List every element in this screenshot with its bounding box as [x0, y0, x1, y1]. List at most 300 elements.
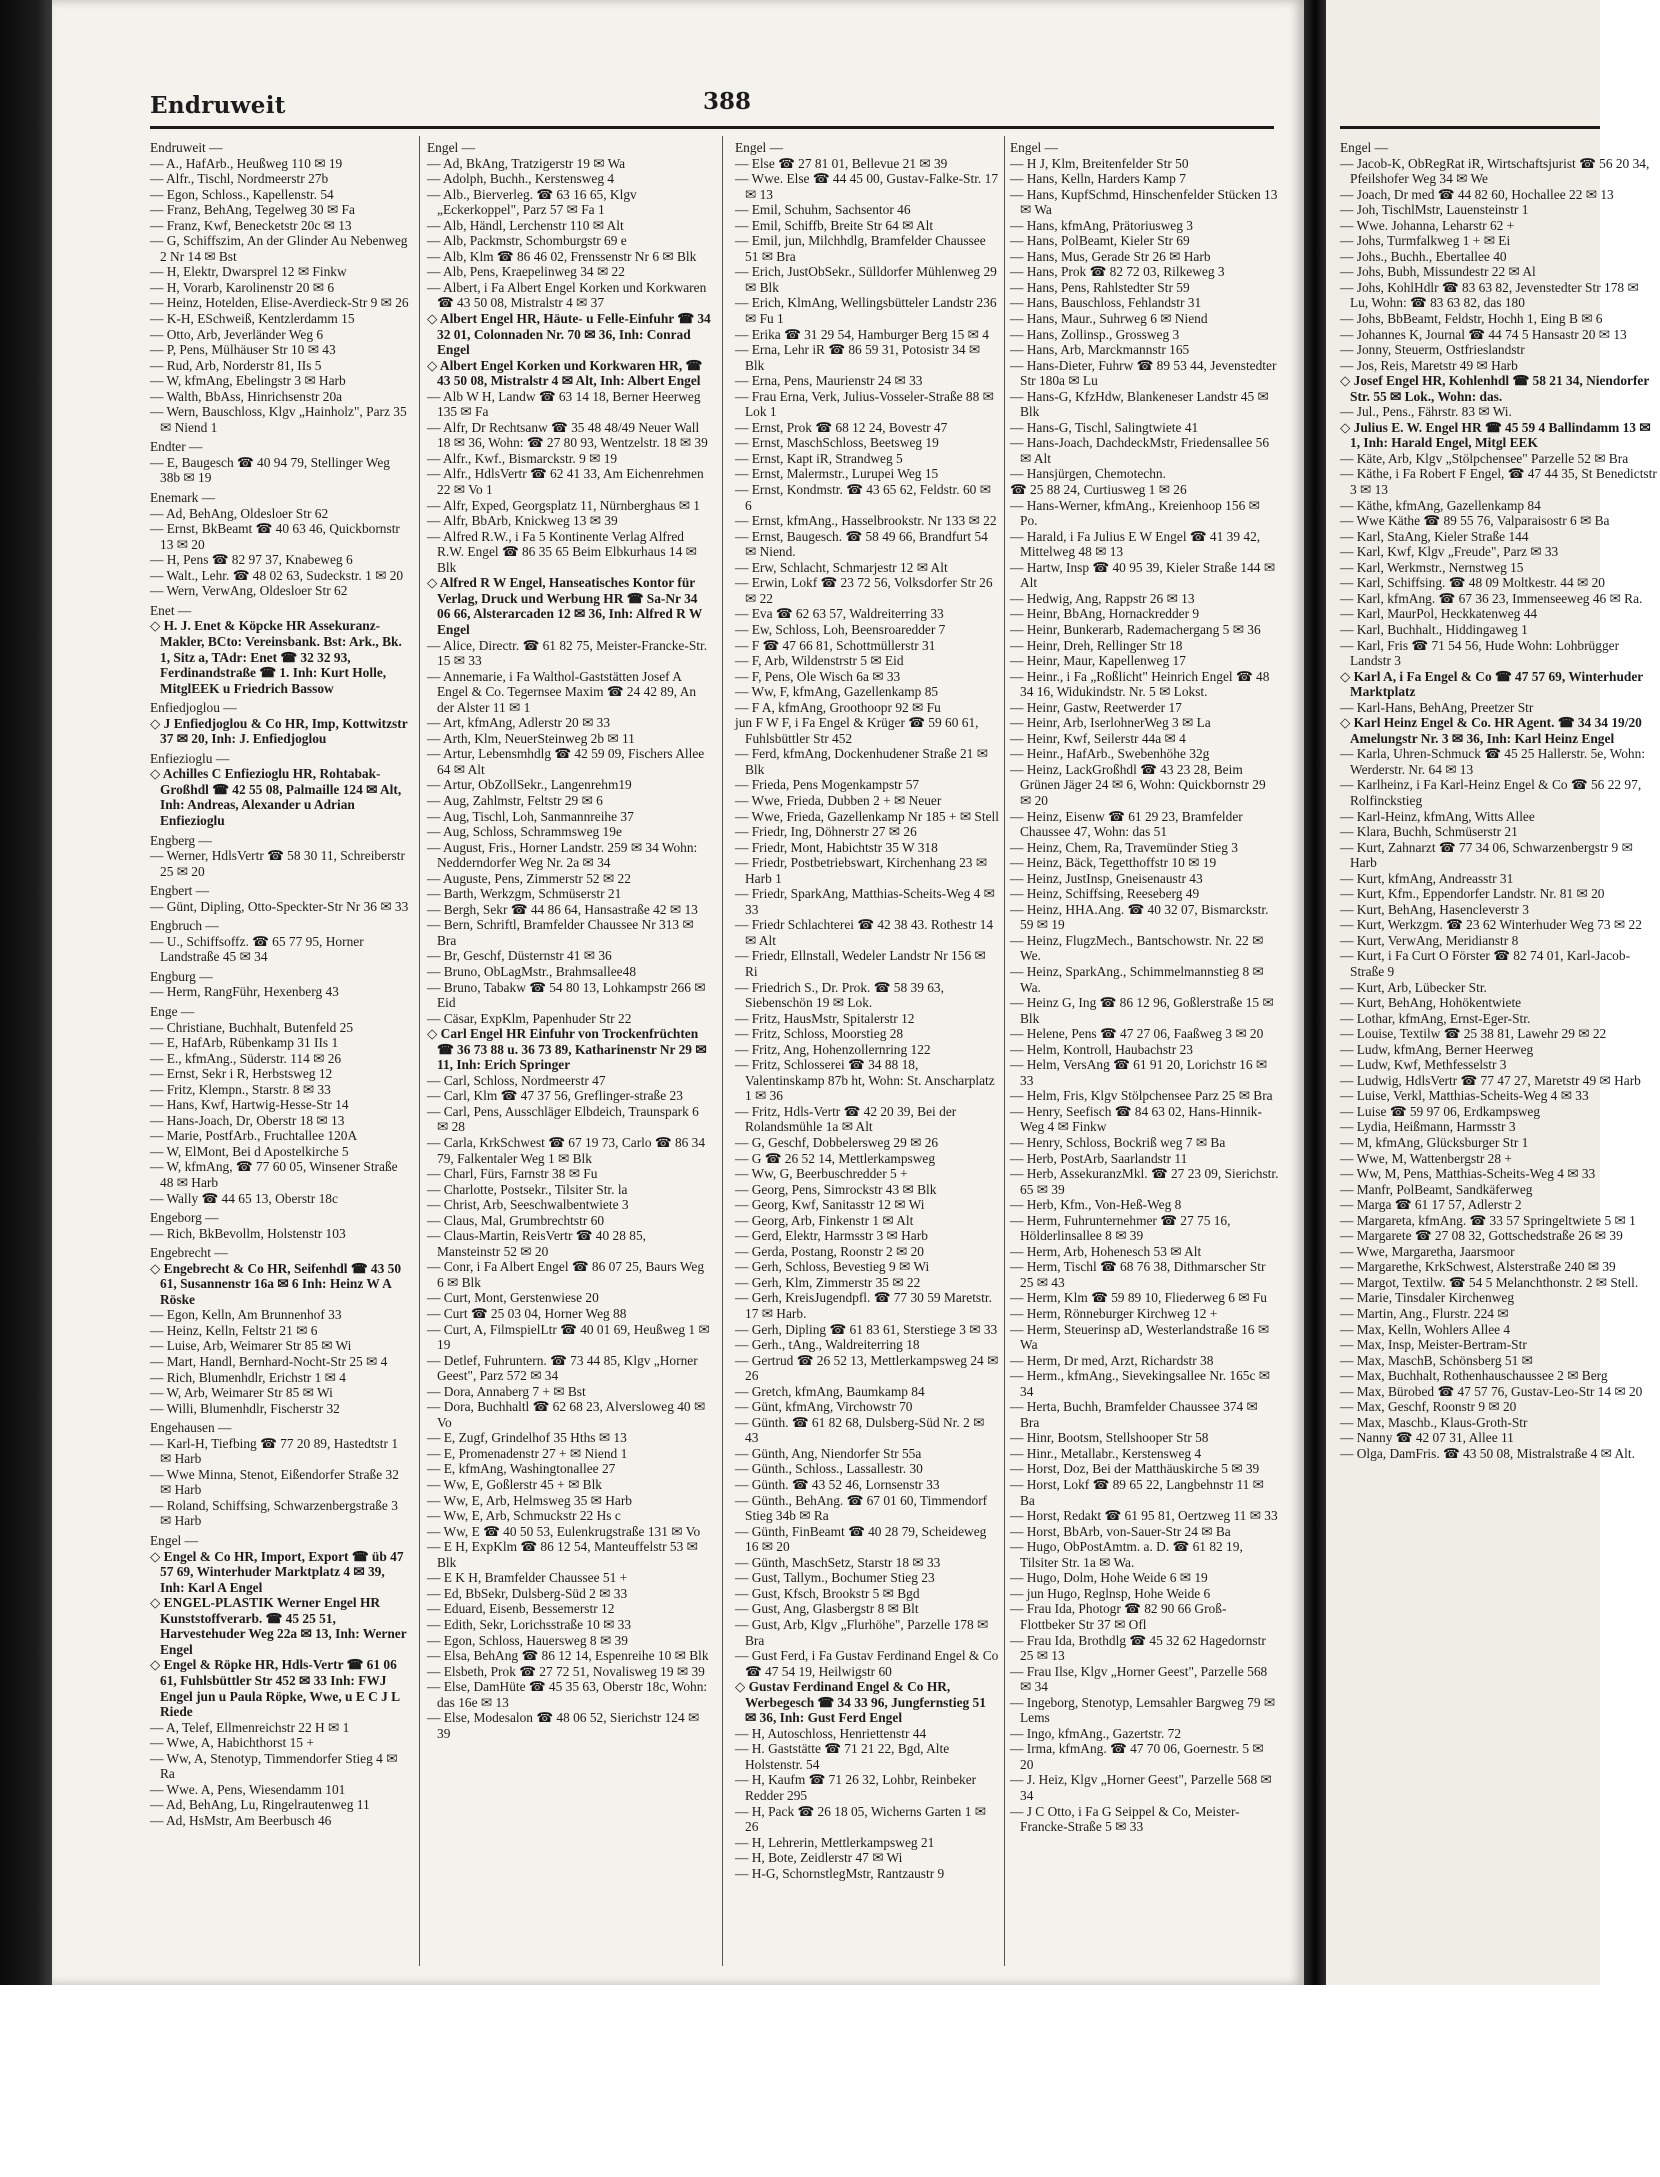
directory-entry: — Fritz, Ang, Hohenzollernring 122	[735, 1041, 931, 1057]
directory-entry: — Arth, Klm, NeuerSteinweg 2b ✉ 11	[427, 730, 635, 746]
directory-entry: — Aug, Schloss, Schrammsweg 19e	[427, 824, 622, 840]
directory-entry: — Herta, Buchh, Bramfelder Chaussee 374 ✉ Bra	[1010, 1399, 1258, 1430]
directory-entry: — Willi, Blumenhdlr, Fischerstr 32	[150, 1400, 340, 1416]
column-divider	[722, 136, 723, 1966]
directory-entry: — Carl, Klm ☎ 47 37 56, Greflinger-straße 23	[427, 1088, 683, 1104]
directory-entry: — Günt, kfmAng, Virchowstr 70	[735, 1399, 913, 1415]
directory-entry: — Wwe, A, Habichthorst 15 +	[150, 1735, 314, 1751]
directory-entry: — Günth., BehAng. ☎ 67 01 60, Timmendorf Stieg 34b ✉ Ra	[735, 1492, 988, 1524]
directory-entry: — Johs, KohlHdlr ☎ 83 63 82, Jevenstedter Str 178 ✉ Lu, Wohn: ☎ 83 63 82, das 180	[1340, 279, 1639, 311]
column-divider	[1004, 136, 1005, 1966]
directory-entry: — Heinr, Arb, IserlohnerWeg 3 ✉ La	[1010, 715, 1211, 731]
directory-entry: — Herm, Steuerinsp aD, Westerlandstraße 16 ✉ Wa	[1010, 1321, 1270, 1353]
directory-entry: — Frau Ida, Photogr ☎ 82 90 66 Groß-Flottbeker Str 37 ✉ Ofl	[1010, 1601, 1227, 1632]
surname-heading: Enet —	[150, 602, 192, 618]
directory-entry: — Hans-G, Tischl, Salingtwiete 41	[1010, 419, 1199, 435]
directory-entry: — Dora, Annaberg 7 + ✉ Bst	[427, 1383, 586, 1399]
directory-entry: — Gust, Tallym., Bochumer Stieg 23	[735, 1570, 935, 1586]
directory-entry: — Hansjürgen, Chemotechn.	[1010, 466, 1166, 482]
directory-column-5	[1340, 136, 1660, 1976]
directory-entry: — Artur, Lebensmhdlg ☎ 42 59 09, Fischers Allee 64 ✉ Alt	[427, 746, 705, 777]
directory-entry: — Kurt, Zahnarzt ☎ 77 34 06, Schwarzenbergstr 9 ✉ Harb	[1340, 839, 1633, 871]
directory-entry: — Ad, HsMstr, Am Beerbusch 46	[150, 1812, 332, 1828]
directory-entry: ☎ 25 88 24, Curtiusweg 1 ✉ 26	[1010, 482, 1187, 498]
directory-entry: — Christiane, Buchhalt, Butenfeld 25	[150, 1019, 354, 1035]
directory-entry: — Helm, Kontroll, Haubachstr 23	[1010, 1041, 1193, 1057]
directory-column-2	[427, 136, 712, 1976]
directory-entry: — Hans, Kwf, Hartwig-Hesse-Str 14	[150, 1097, 349, 1113]
directory-entry: — Frau Erna, Verk, Julius-Vosseler-Straße 88 ✉ Lok 1	[735, 388, 994, 420]
directory-entry: — Auguste, Pens, Zimmerstr 52 ✉ 22	[427, 870, 631, 886]
directory-entry: — H J, Klm, Breitenfelder Str 50	[1010, 155, 1189, 171]
surname-heading: Engbert —	[150, 883, 210, 899]
directory-entry: — Gerh, KreisJugendpfl. ☎ 77 30 59 Maretstr. 17 ✉ Harb.	[735, 1290, 992, 1322]
directory-entry: — Karl, Werkmstr., Nernstweg 15	[1340, 559, 1524, 575]
directory-entry: — Wwe, Margaretha, Jaarsmoor	[1340, 1243, 1515, 1259]
directory-entry: — Ludw, kfmAng, Berner Heerweg	[1340, 1041, 1534, 1057]
directory-entry: — Heinz, FlugzMech., Bantschowstr. Nr. 22 ✉ We.	[1010, 932, 1264, 964]
directory-entry: — Ingo, kfmAng., Gazertstr. 72	[1010, 1725, 1182, 1741]
column-divider	[419, 136, 420, 1966]
directory-entry: — Walt., Lehr. ☎ 48 02 63, Sudeckstr. 1 ✉ 20	[150, 567, 404, 583]
scan-bottom-margin	[0, 1985, 1600, 2177]
directory-entry: — Ernst, MaschSchloss, Beetsweg 19	[735, 435, 939, 451]
directory-entry: — Herm, RangFühr, Hexenberg 43	[150, 984, 339, 1000]
directory-entry: — Hedwig, Ang, Rappstr 26 ✉ 13	[1010, 590, 1195, 606]
directory-entry: — Erika ☎ 31 29 54, Hamburger Berg 15 ✉ 4	[735, 326, 989, 342]
directory-entry: — Gerd, Elektr, Harmsstr 3 ✉ Harb	[735, 1228, 928, 1244]
directory-entry: — Wwe, M, Wattenbergstr 28 +	[1340, 1150, 1512, 1166]
directory-entry: — Bergh, Sekr ☎ 44 86 64, Hansastraße 42 ✉ 13	[427, 901, 698, 917]
directory-entry: — Karl, MaurPol, Heckkatenweg 44	[1340, 606, 1538, 622]
directory-entry: — Margarete ☎ 27 08 32, Gottschedstraße 26 ✉ 39	[1340, 1228, 1623, 1244]
directory-entry: ◇ Karl A, i Fa Engel & Co ☎ 47 57 69, Winterhuder Marktplatz	[1340, 668, 1643, 700]
directory-entry: — Adolph, Buchh., Kerstensweg 4	[427, 171, 615, 187]
directory-entry: — Jul., Pens., Fährstr. 83 ✉ Wi.	[1340, 404, 1512, 420]
directory-entry: — G, Geschf, Dobbelersweg 29 ✉ 26	[735, 1135, 939, 1150]
surname-heading: Engel —	[735, 140, 783, 155]
directory-entry: — Herm, Klm ☎ 59 89 10, Fliederweg 6 ✉ Fu	[1010, 1290, 1268, 1306]
directory-entry: — Hans, Maur., Suhrweg 6 ✉ Niend	[1010, 311, 1208, 327]
directory-entry: — Hans, Kelln, Harders Kamp 7	[1010, 171, 1186, 187]
directory-entry: — Heinz, Bäck, Tegetthoffstr 10 ✉ 19	[1010, 855, 1217, 871]
directory-entry: ◇ Julius E. W. Engel HR ☎ 45 59 4 Ballindamm 13 ✉ 1, Inh: Harald Engel, Mitgl EEK	[1340, 419, 1651, 451]
directory-entry: — Friedr, Ellnstall, Wedeler Landstr Nr 156 ✉ Ri	[735, 948, 986, 979]
directory-entry: — Ingeborg, Stenotyp, Lemsahler Bargweg 79 ✉ Lems	[1010, 1694, 1276, 1726]
directory-entry: — Lydia, Heißmann, Harmsstr 3	[1340, 1119, 1516, 1135]
surname-heading: Enge —	[150, 1003, 195, 1019]
directory-entry: — Heinr., HafArb., Swebenhöhe 32g	[1010, 746, 1210, 762]
directory-entry: — Herm., kfmAng., Sievekingsallee Nr. 165c ✉ 34	[1010, 1368, 1271, 1399]
directory-entry: — Herb, PostArb, Saarlandstr 11	[1010, 1150, 1188, 1166]
directory-entry: — Herm, Rönneburger Kirchweg 12 +	[1010, 1306, 1218, 1322]
directory-entry: — Erw, Schlacht, Schmarjestr 12 ✉ Alt	[735, 559, 948, 575]
directory-entry: — Fritz, HausMstr, Spitalerstr 12	[735, 1010, 915, 1026]
directory-entry: — Hans, Prok ☎ 82 72 03, Rilkeweg 3	[1010, 264, 1225, 280]
directory-entry: — Margareta, kfmAng. ☎ 33 57 Springeltwiete 5 ✉ 1	[1340, 1212, 1636, 1228]
directory-entry: — Ww, E ☎ 40 50 53, Eulenkrugstraße 131 ✉ Vo	[427, 1523, 701, 1539]
directory-entry: — Henry, Schloss, Bockriß weg 7 ✉ Ba	[1010, 1135, 1226, 1150]
directory-entry: — Wern, VerwAng, Oldesloer Str 62	[150, 583, 348, 599]
directory-entry: — Wally ☎ 44 65 13, Oberstr 18c	[150, 1190, 338, 1206]
directory-entry: — Heinz, HHA.Ang. ☎ 40 32 07, Bismarckstr. 59 ✉ 19	[1010, 901, 1269, 933]
directory-entry: — Günth. ☎ 43 52 46, Lornsenstr 33	[735, 1477, 940, 1493]
page-number: 388	[703, 88, 752, 115]
directory-entry: — Käthe, kfmAng, Gazellenkamp 84	[1340, 497, 1541, 513]
directory-entry: — Kurt, Kfm., Eppendorfer Landstr. Nr. 81 ✉ 20	[1340, 886, 1605, 902]
directory-entry: — E, HafArb, Rübenkamp 31 IIs 1	[150, 1035, 339, 1051]
directory-entry: — Hans, Bauschloss, Fehlandstr 31	[1010, 295, 1202, 311]
directory-entry: — Alfr., Kwf., Bismarckstr. 9 ✉ 19	[427, 450, 618, 466]
directory-entry: — Edith, Sekr, Lorichsstraße 10 ✉ 33	[427, 1616, 632, 1632]
directory-entry: — Johs, Bubh, Missundestr 22 ✉ Al	[1340, 264, 1536, 280]
surname-heading: Engel —	[1010, 140, 1058, 155]
directory-entry: — Margarethe, KrkSchwest, Alsterstraße 240 ✉ 39	[1340, 1259, 1616, 1275]
directory-entry: — Claus-Martin, ReisVertr ☎ 40 28 85, Mansteinstr 52 ✉ 20	[427, 1228, 647, 1259]
directory-entry: — Alb, Händl, Lerchenstr 110 ✉ Alt	[427, 217, 624, 233]
directory-entry: — Max, Maschb., Klaus-Groth-Str	[1340, 1414, 1528, 1430]
directory-entry: jun F W F, i Fa Engel & Krüger ☎ 59 60 61, Fuhlsbüttler Str 452	[735, 715, 979, 746]
directory-entry: — Kurt, i Fa Curt O Förster ☎ 82 74 01, Karl-Jacob-Straße 9	[1340, 948, 1631, 979]
directory-entry: — Max, Buchhalt, Rothenhauschaussee 2 ✉ Berg	[1340, 1368, 1608, 1384]
directory-entry: — Alfr, Dr Rechtsanw ☎ 35 48 48/49 Neuer Wall 18 ✉ 36, Wohn: ☎ 27 80 93, Wentzelstr. 18 ✉ 39	[427, 419, 708, 451]
directory-entry: — Heinz, Hotelden, Elise-Averdieck-Str 9 ✉ 26	[150, 295, 409, 311]
directory-entry: — Heinz, Kelln, Feltstr 21 ✉ 6	[150, 1322, 318, 1338]
directory-entry: — Horst, Redakt ☎ 61 95 81, Oertzweg 11 ✉ 33	[1010, 1508, 1278, 1524]
directory-entry: — Wwe. Else ☎ 44 45 00, Gustav-Falke-Str. 17 ✉ 13	[735, 171, 999, 202]
surname-heading: Enfiezioglu —	[150, 750, 230, 766]
directory-entry: — Johs, Turmfalkweg 1 + ✉ Ei	[1340, 233, 1511, 249]
directory-entry: — Günth., Schloss., Lassallestr. 30	[735, 1461, 923, 1477]
directory-entry: — E, kfmAng, Washingtonallee 27	[427, 1461, 616, 1477]
directory-entry: — Wwe, Frieda, Gazellenkamp Nr 185 + ✉ Stell	[735, 808, 999, 824]
directory-entry: — H, Lehrerin, Mettlerkampsweg 21	[735, 1834, 935, 1850]
directory-entry: — Ernst, Prok ☎ 68 12 24, Bovestr 47	[735, 419, 948, 435]
directory-entry: — Curt ☎ 25 03 04, Horner Weg 88	[427, 1306, 627, 1322]
directory-entry: — Hans, KupfSchmd, Hinschenfelder Stücken 13 ✉ Wa	[1010, 186, 1278, 218]
directory-entry: — Egon, Schloss., Kapellenstr. 54	[150, 186, 334, 202]
directory-entry: — Kurt, VerwAng, Meridianstr 8	[1340, 932, 1519, 948]
directory-entry: — Manfr, PolBeamt, Sandkäferweg	[1340, 1181, 1533, 1197]
directory-entry: — J. Heiz, Klgv „Horner Geest", Parzelle 568 ✉ 34	[1010, 1772, 1272, 1803]
directory-entry: — Marie, PostfArb., Fruchtallee 120A	[150, 1128, 358, 1144]
directory-entry: — Gerda, Postang, Roonstr 2 ✉ 20	[735, 1243, 925, 1259]
directory-entry: — E K H, Bramfelder Chaussee 51 +	[427, 1570, 628, 1586]
directory-entry: — Franz, BehAng, Tegelweg 30 ✉ Fa	[150, 202, 355, 218]
directory-entry: — Gust, Ang, Glasbergstr 8 ✉ Blt	[735, 1601, 919, 1617]
directory-entry: — Gretch, kfmAng, Baumkamp 84	[735, 1383, 925, 1399]
adjacent-header-rule	[1340, 126, 1600, 129]
directory-entry: — Ernst, Kondmstr. ☎ 43 65 62, Feldstr. 60 ✉ 6	[735, 482, 991, 513]
directory-entry: — Gerh, Dipling ☎ 61 83 61, Sterstiege 3 ✉ 33	[735, 1321, 998, 1337]
directory-entry: — jun Hugo, Reglnsp, Hohe Weide 6	[1010, 1585, 1211, 1601]
directory-entry: — Friedr, Postbetriebswart, Kirchenhang 23 ✉ Harb 1	[735, 855, 988, 886]
directory-entry: — Luise, Arb, Weimarer Str 85 ✉ Wi	[150, 1338, 352, 1354]
directory-entry: ◇ Engel & Co HR, Import, Export ☎ üb 47 57 69, Winterhuder Marktplatz 4 ✉ 39, Inh: Karl A Engel	[150, 1548, 404, 1595]
directory-entry: — Georg, Kwf, Sanitasstr 12 ✉ Wi	[735, 1197, 925, 1213]
directory-entry: — Ww, F, kfmAng, Gazellenkamp 85	[735, 684, 939, 700]
directory-entry: — H, Elektr, Dwarsprel 12 ✉ Finkw	[150, 264, 347, 280]
directory-entry: ◇ Josef Engel HR, Kohlenhdl ☎ 58 21 34, Niendorfer Str. 55 ✉ Lok., Wohn: das.	[1340, 373, 1650, 404]
directory-entry: — Kurt, BehAng, Hohökentwiete	[1340, 995, 1522, 1011]
surname-heading: Engeborg —	[150, 1210, 219, 1226]
directory-entry: — Gust, Kfsch, Brookstr 5 ✉ Bgd	[735, 1585, 920, 1601]
directory-entry: — August, Fris., Horner Landstr. 259 ✉ 34 Wohn: Nedderndorfer Weg Nr. 2a ✉ 34	[427, 839, 698, 871]
directory-entry: — H, Vorarb, Karolinenstr 20 ✉ 6	[150, 279, 335, 295]
directory-entry: — Martin, Ang., Flurstr. 224 ✉	[1340, 1306, 1509, 1322]
directory-column-1	[150, 136, 412, 1976]
directory-entry: ◇ Alfred R W Engel, Hanseatisches Kontor für Verlag, Druck und Werbung HR ☎ Sa-Nr 34 06 66, Alsterarcaden 12 ✉ 36, Inh: Alfred R W Engel	[427, 575, 703, 637]
directory-entry: — Lothar, kfmAng, Ernst-Eger-Str.	[1340, 1010, 1531, 1026]
surname-heading: Engel —	[1340, 140, 1388, 155]
directory-entry: — E H, ExpKlm ☎ 86 12 54, Manteuffelstr 53 ✉ Blk	[427, 1539, 698, 1570]
surname-heading: Engel —	[150, 1533, 198, 1549]
directory-entry: — Heinr, Kwf, Seilerstr 44a ✉ 4	[1010, 730, 1186, 746]
directory-entry: — Ernst, Sekr i R, Herbstsweg 12	[150, 1066, 333, 1082]
directory-entry: — Alfr., Tischl, Nordmeerstr 27b	[150, 171, 329, 187]
directory-entry: — Herm, Arb, Hohenesch 53 ✉ Alt	[1010, 1243, 1202, 1259]
directory-entry: — Frieda, Pens Mogenkampstr 57	[735, 777, 920, 793]
directory-entry: — Johs, BbBeamt, Feldstr, Hochh 1, Eing B ✉ 6	[1340, 311, 1603, 327]
page-header	[150, 86, 1274, 126]
directory-entry: — Louise, Textilw ☎ 25 38 81, Lawehr 29 ✉ 22	[1340, 1026, 1607, 1042]
directory-entry: — Hans, kfmAng, Prätoriusweg 3	[1010, 217, 1193, 233]
directory-entry: — Hartw, Insp ☎ 40 95 39, Kieler Straße 144 ✉ Alt	[1010, 559, 1276, 591]
directory-entry: — Ernst, Baugesch. ☎ 58 49 66, Brandfurt 54 ✉ Niend.	[735, 528, 988, 560]
surname-heading: Engebrecht —	[150, 1245, 228, 1261]
directory-entry: — E, Baugesch ☎ 40 94 79, Stellinger Weg 38b ✉ 19	[150, 454, 390, 486]
directory-entry: — Karl-Hans, BehAng, Preetzer Str	[1340, 699, 1534, 715]
directory-entry: — Heinz, Eisenw ☎ 61 29 23, Bramfelder Chaussee 47, Wohn: das 51	[1010, 808, 1243, 840]
directory-entry: — K-H, ESchweiß, Kentzlerdamm 15	[150, 311, 355, 327]
directory-entry: — Johannes K, Journal ☎ 44 74 5 Hansastr 20 ✉ 13	[1340, 326, 1627, 342]
directory-entry: — Carl, Schloss, Nordmeerstr 47	[427, 1072, 606, 1088]
directory-entry: — Ad, BkAng, Tratzigerstr 19 ✉ Wa	[427, 155, 626, 171]
directory-entry: — Bern, Schriftl, Bramfelder Chaussee Nr 313 ✉ Bra	[427, 917, 694, 948]
directory-entry: — Hans-G, KfzHdw, Blankeneser Landstr 45 ✉ Blk	[1010, 388, 1269, 420]
directory-entry: — Karl, Kwf, Klgv „Freude", Parz ✉ 33	[1340, 544, 1559, 560]
directory-entry: — Franz, Kwf, Benecketstr 20c ✉ 13	[150, 217, 352, 233]
directory-entry: — Wwe, Frieda, Dubben 2 + ✉ Neuer	[735, 792, 942, 808]
directory-entry: — Ed, BbSekr, Dulsberg-Süd 2 ✉ 33	[427, 1585, 628, 1601]
directory-entry: — Roland, Schiffsing, Schwarzenbergstraße 3 ✉ Harb	[150, 1497, 398, 1529]
directory-entry: — Friedrich S., Dr. Prok. ☎ 58 39 63, Siebenschön 19 ✉ Lok.	[735, 979, 944, 1011]
directory-entry: ◇ ENGEL-PLASTIK Werner Engel HR Kunststoffverarb. ☎ 45 25 51, Harvestehuder Weg 22a ✉ 13, Inh: Werner Engel	[150, 1595, 407, 1657]
directory-entry: — Jos, Reis, Maretstr 49 ✉ Harb	[1340, 357, 1518, 373]
directory-entry: — Hans-Werner, kfmAng., Kreienhoop 156 ✉ Po.	[1010, 497, 1260, 529]
directory-entry: — Max, Kelln, Wohlers Allee 4	[1340, 1321, 1511, 1337]
directory-entry: — Marga ☎ 61 17 57, Adlerstr 2	[1340, 1197, 1522, 1213]
directory-entry: — M, kfmAng, Glücksburger Str 1	[1340, 1135, 1529, 1150]
directory-entry: — Olga, DamFris. ☎ 43 50 08, Mistralstraße 4 ✉ Alt.	[1340, 1445, 1635, 1461]
directory-entry: — Fritz, Hdls-Vertr ☎ 42 20 39, Bei der Rolandsmühle 1a ✉ Alt	[735, 1103, 957, 1135]
directory-entry: — Henry, Seefisch ☎ 84 63 02, Hans-Hinnik-Weg 4 ✉ Finkw	[1010, 1103, 1262, 1135]
directory-entry: — Erna, Pens, Maurienstr 24 ✉ 33	[735, 373, 923, 389]
directory-entry: — Klara, Buchh, Schmüserstr 21	[1340, 824, 1518, 840]
directory-entry: — Max, Bürobed ☎ 47 57 76, Gustav-Leo-Str 14 ✉ 20	[1340, 1383, 1643, 1399]
directory-entry: — Hans, Pens, Rahlstedter Str 59	[1010, 279, 1190, 295]
directory-entry: — Günth, MaschSetz, Starstr 18 ✉ 33	[735, 1554, 941, 1570]
directory-entry: ◇ J Enfiedjoglou & Co HR, Imp, Kottwitzstr 37 ✉ 20, Inh: J. Enfiedjoglou	[150, 715, 408, 747]
directory-entry: — Friedr, Mont, Habichtstr 35 W 318	[735, 839, 938, 855]
directory-entry: — Else, Modesalon ☎ 48 06 52, Sierichstr 124 ✉ 39	[427, 1710, 700, 1741]
directory-entry: — F, Arb, Wildenstrstr 5 ✉ Eid	[735, 653, 904, 669]
directory-entry: — Hinr., Metallabr., Kerstensweg 4	[1010, 1445, 1202, 1461]
directory-entry: — H-G, SchornstlegMstr, Rantzaustr 9	[735, 1865, 945, 1881]
directory-entry: — Max, Geschf, Roonstr 9 ✉ 20	[1340, 1399, 1517, 1415]
directory-entry: — Margot, Textilw. ☎ 54 5 Melanchthonstr. 2 ✉ Stell.	[1340, 1274, 1639, 1290]
directory-entry: — Heinz G, Ing ☎ 86 12 96, Goßlerstraße 15 ✉ Blk	[1010, 995, 1274, 1026]
directory-entry: — Alfr, BbArb, Knickweg 13 ✉ 39	[427, 513, 618, 529]
directory-entry: — Alfr., HdlsVertr ☎ 62 41 33, Am Eichenrehmen 22 ✉ Vo 1	[427, 466, 704, 498]
directory-entry: — Rich, BkBevollm, Holstenstr 103	[150, 1225, 346, 1241]
scan-left-shadow	[0, 0, 52, 1985]
directory-entry: — Käte, Arb, Klgv „Stölpchensee" Parzelle 52 ✉ Bra	[1340, 450, 1629, 466]
directory-entry: — F A, kfmAng, Groothoopr 92 ✉ Fu	[735, 699, 941, 715]
surname-heading: Engberg —	[150, 832, 212, 848]
surname-heading: Enfiedjoglou —	[150, 700, 237, 716]
directory-entry: — Elsa, BehAng ☎ 86 12 14, Espenreihe 10 ✉ Blk	[427, 1648, 709, 1664]
directory-entry: — Joh, TischlMstr, Lauensteinstr 1	[1340, 202, 1529, 218]
directory-entry: — Gerh., tAng., Waldreiterring 18	[735, 1337, 920, 1353]
directory-entry: — Horst, BbArb, von-Sauer-Str 24 ✉ Ba	[1010, 1523, 1231, 1539]
directory-entry: — Else, DamHüte ☎ 45 35 63, Oberstr 18c, Wohn: das 16e ✉ 13	[427, 1679, 708, 1710]
directory-entry: — Claus, Mal, Grumbrechtstr 60	[427, 1212, 605, 1228]
directory-entry: — Fritz, Klempn., Starstr. 8 ✉ 33	[150, 1081, 331, 1097]
directory-entry: — Frau Ida, Brothdlg ☎ 45 32 62 Hagedornstr 25 ✉ 13	[1010, 1632, 1266, 1664]
directory-entry: — Kurt, BehAng, Hasencleverstr 3	[1340, 901, 1529, 917]
directory-entry: — Jonny, Steuerm, Ostfrieslandstr	[1340, 342, 1525, 358]
directory-entry: — Friedr, Ing, Döhnerstr 27 ✉ 26	[735, 824, 917, 840]
directory-entry: — U., Schiffsoffz. ☎ 65 77 95, Horner Landstraße 45 ✉ 34	[150, 933, 364, 965]
directory-entry: — Heinz, Chem, Ra, Travemünder Stieg 3	[1010, 839, 1238, 855]
directory-entry: — Herb, AssekuranzMkl. ☎ 27 23 09, Sierichstr. 65 ✉ 39	[1010, 1166, 1279, 1197]
directory-entry: — Alb, Klm ☎ 86 46 02, Frenssenstr Nr 6 ✉ Blk	[427, 248, 697, 264]
directory-entry: — Carl, Pens, Ausschläger Elbdeich, Traunspark 6 ✉ 28	[427, 1103, 699, 1135]
directory-entry: — Joach, Dr med ☎ 44 82 60, Hochallee 22 ✉ 13	[1340, 186, 1614, 202]
directory-entry: — Ernst, Kapt iR, Strandweg 5	[735, 450, 903, 466]
directory-entry: — H. Gaststätte ☎ 71 21 22, Bgd, Alte Holstenstr. 54	[735, 1741, 950, 1772]
directory-entry: — Hans, Zollinsp., Grossweg 3	[1010, 326, 1180, 342]
directory-entry: — Barth, Werkzgm, Schmüserstr 21	[427, 886, 622, 902]
directory-entry: — Karlheinz, i Fa Karl-Heinz Engel & Co ☎ 56 22 97, Rolfinckstieg	[1340, 777, 1642, 808]
directory-entry: — Johs., Buchh., Ebertallee 40	[1340, 248, 1507, 264]
directory-entry: — Egon, Kelln, Am Brunnenhof 33	[150, 1307, 342, 1323]
directory-entry: — J C Otto, i Fa G Seippel & Co, Meister-Francke-Straße 5 ✉ 33	[1010, 1803, 1240, 1835]
directory-entry: — Herm, Tischl ☎ 68 76 38, Dithmarscher Str 25 ✉ 43	[1010, 1259, 1266, 1290]
directory-entry: — P, Pens, Mülhäuser Str 10 ✉ 43	[150, 342, 336, 358]
surname-heading: Enemark —	[150, 490, 216, 506]
directory-entry: — Hans, PolBeamt, Kieler Str 69	[1010, 233, 1190, 249]
directory-entry: — Hans-Joach, DachdeckMstr, Friedensallee 56 ✉ Alt	[1010, 435, 1270, 466]
directory-entry: — Gerh, Schloss, Bevestieg 9 ✉ Wi	[735, 1259, 930, 1275]
directory-entry: — Gust, Arb, Klgv „Flurhöhe", Parzelle 178 ✉ Bra	[735, 1616, 989, 1648]
directory-entry: — Georg, Pens, Simrockstr 43 ✉ Blk	[735, 1181, 937, 1197]
directory-entry: — Ludw, Kwf, Methfesselstr 3	[1340, 1057, 1507, 1073]
directory-entry: — Bruno, Tabakw ☎ 54 80 13, Lohkampstr 266 ✉ Eid	[427, 979, 706, 1011]
directory-entry: — Luise, Verkl, Matthias-Scheits-Weg 4 ✉ 33	[1340, 1088, 1589, 1104]
directory-entry: — Hinr, Bootsm, Stellshooper Str 58	[1010, 1430, 1209, 1446]
directory-entry: — Aug, Zahlmstr, Feltstr 29 ✉ 6	[427, 792, 603, 808]
directory-entry: — Charlotte, Postsekr., Tilsiter Str. la	[427, 1181, 628, 1197]
adjacent-page	[1326, 0, 1657, 1985]
directory-entry: — Aug, Tischl, Loh, Sanmannreihe 37	[427, 808, 634, 824]
directory-entry: — Marie, Tinsdaler Kirchenweg	[1340, 1290, 1515, 1306]
directory-entry: — Heinz, Schiffsing, Reeseberg 49	[1010, 886, 1200, 902]
directory-entry: — Horst, Lokf ☎ 89 65 22, Langbehnstr 11 ✉ Ba	[1010, 1477, 1264, 1508]
directory-entry: — Cäsar, ExpKlm, Papenhuder Str 22	[427, 1010, 632, 1026]
directory-entry: — Ww, A, Stenotyp, Timmendorfer Stieg 4 ✉ Ra	[150, 1750, 398, 1782]
directory-entry: ◇ Albert Engel Korken und Korkwaren HR, ☎ 43 50 08, Mistralstr 4 ✉ Alt, Inh: Albert Engel	[427, 357, 703, 389]
directory-entry: — Curt, A, FilmspielLtr ☎ 40 01 69, Heußweg 1 ✉ 19	[427, 1321, 710, 1353]
directory-entry: ◇ Karl Heinz Engel & Co. HR Agent. ☎ 34 34 19/20 Amelungstr Nr. 3 ✉ 36, Inh: Karl Heinz Engel	[1340, 715, 1642, 746]
directory-entry: — Günt, Dipling, Otto-Speckter-Str Nr 36 ✉ 33	[150, 898, 409, 914]
directory-entry: — Karla, Uhren-Schmuck ☎ 45 25 Hallerstr. 5e, Wohn: Werderstr. Nr. 64 ✉ 13	[1340, 746, 1646, 777]
directory-entry: — Ad, BehAng, Oldesloer Str 62	[150, 505, 329, 521]
directory-entry: — Alb, Packmstr, Schomburgstr 69 e	[427, 233, 627, 249]
directory-entry: — H, Autoschloss, Henriettenstr 44	[735, 1725, 927, 1741]
directory-entry: — A, Telef, Ellmenreichstr 22 H ✉ 1	[150, 1719, 350, 1735]
directory-entry: — Detlef, Fuhruntern. ☎ 73 44 85, Klgv „Horner Geest", Parz 572 ✉ 34	[427, 1352, 698, 1384]
directory-entry: — Curt, Mont, Gerstenwiese 20	[427, 1290, 599, 1306]
directory-entry: — Günth, Ang, Niendorfer Str 55a	[735, 1445, 922, 1461]
directory-entry: — A., HafArb., Heußweg 110 ✉ 19	[150, 155, 343, 171]
directory-entry: — Ww, E, Arb, Helmsweg 35 ✉ Harb	[427, 1492, 632, 1508]
directory-entry: — Heinr, Bunkerarb, Rademachergang 5 ✉ 36	[1010, 621, 1261, 637]
directory-entry: — Max, MaschB, Schönsberg 51 ✉	[1340, 1352, 1533, 1368]
directory-entry: — Wwe Minna, Stenot, Eißendorfer Straße 32 ✉ Harb	[150, 1466, 399, 1498]
directory-entry: — Luise ☎ 59 97 06, Erdkampsweg	[1340, 1103, 1541, 1119]
directory-entry: — Wwe Käthe ☎ 89 55 76, Valparaisostr 6 ✉ Ba	[1340, 513, 1610, 529]
directory-entry: — H, Pens ☎ 82 97 37, Knabeweg 6	[150, 552, 353, 568]
directory-entry: — Herm, Dr med, Arzt, Richardstr 38	[1010, 1352, 1214, 1368]
directory-entry: — H, Pack ☎ 26 18 05, Wicherns Garten 1 ✉ 26	[735, 1803, 986, 1835]
directory-entry: — E, Promenadenstr 27 + ✉ Niend 1	[427, 1445, 628, 1461]
surname-heading: Engel —	[427, 140, 475, 155]
directory-entry: — Alb W H, Landw ☎ 63 14 18, Berner Heerweg 135 ✉ Fa	[427, 388, 701, 420]
directory-entry: ◇ Engebrecht & Co HR, Seifenhdl ☎ 43 50 61, Susannenstr 16a ✉ 6 Inh: Heinz W A Röske	[150, 1260, 402, 1307]
directory-entry: — Günth. ☎ 61 82 68, Dulsberg-Süd Nr. 2 ✉ 43	[735, 1414, 985, 1446]
directory-entry: — Max, Insp, Meister-Bertram-Str	[1340, 1337, 1527, 1353]
directory-entry: — Heinr, Gastw, Reetwerder 17	[1010, 699, 1182, 715]
directory-entry: — Karl, StaAng, Kieler Straße 144	[1340, 528, 1529, 544]
directory-entry: — Hugo, ObPostAmtm. a. D. ☎ 61 82 19, Tilsiter Str. 1a ✉ Wa.	[1010, 1539, 1243, 1570]
directory-entry: — Rud, Arb, Norderstr 81, IIs 5	[150, 357, 322, 373]
directory-entry: — Carla, KrkSchwest ☎ 67 19 73, Carlo ☎ 86 34 79, Falkentaler Weg 1 ✉ Blk	[427, 1135, 706, 1166]
directory-entry: — Else ☎ 27 81 01, Bellevue 21 ✉ 39	[735, 155, 948, 171]
directory-entry: — Heinz, SparkAng., Schimmelmannstieg 8 ✉ Wa.	[1010, 963, 1264, 995]
directory-entry: — Irma, kfmAng. ☎ 47 70 06, Goernestr. 5 ✉ 20	[1010, 1741, 1264, 1772]
directory-entry: — F ☎ 47 66 81, Schottmüllerstr 31	[735, 637, 936, 653]
directory-entry: ◇ H. J. Enet & Köpcke HR Assekuranz-Makler, BCto: Vereinsbank. Bst: Ark., Bk. 1, Sitz a, TAdr: Enet ☎ 32 32 93, Ferdinandstraße ☎ 1. Inh: Kurt Holle, MitglEEK u Friedrich Bassow	[150, 618, 402, 696]
directory-entry: — Elsbeth, Prok ☎ 27 72 51, Novalisweg 19 ✉ 39	[427, 1663, 705, 1679]
directory-entry: — F, Pens, Ole Wisch 6a ✉ 33	[735, 668, 901, 684]
directory-entry: — Erwin, Lokf ☎ 23 72 56, Volksdorfer Str 26 ✉ 22	[735, 575, 993, 606]
directory-entry: — Kurt, kfmAng, Andreasstr 31	[1340, 870, 1514, 886]
directory-entry: — Ww, M, Pens, Matthias-Scheits-Weg 4 ✉ 33	[1340, 1166, 1596, 1182]
directory-entry: — Emil, Schiffb, Breite Str 64 ✉ Alt	[735, 217, 934, 233]
directory-entry: — Werner, HdlsVertr ☎ 58 30 11, Schreiberstr 25 ✉ 20	[150, 848, 405, 879]
directory-entry: — Gerh, Klm, Zimmerstr 35 ✉ 22	[735, 1274, 921, 1290]
directory-entry: — Erna, Lehr iR ☎ 86 59 31, Potosistr 34 ✉ Blk	[735, 342, 981, 373]
directory-entry: — Heinr, Maur, Kapellenweg 17	[1010, 653, 1186, 669]
directory-entry: — G, Schiffszim, An der Glinder Au Nebenweg 2 Nr 14 ✉ Bst	[150, 233, 408, 264]
directory-entry: — G ☎ 26 52 14, Mettlerkampsweg	[735, 1150, 936, 1166]
directory-entry: — Dora, Buchhaltl ☎ 62 68 23, Alversloweg 40 ✉ Vo	[427, 1399, 706, 1430]
directory-entry: — Ferd, kfmAng, Dockenhudener Straße 21 ✉ Blk	[735, 746, 988, 777]
directory-entry: — Karl, Fris ☎ 71 54 56, Hude Wohn: Lohbrügger Landstr 3	[1340, 637, 1620, 669]
directory-entry: — Heinr, Dreh, Rellinger Str 18	[1010, 637, 1183, 653]
